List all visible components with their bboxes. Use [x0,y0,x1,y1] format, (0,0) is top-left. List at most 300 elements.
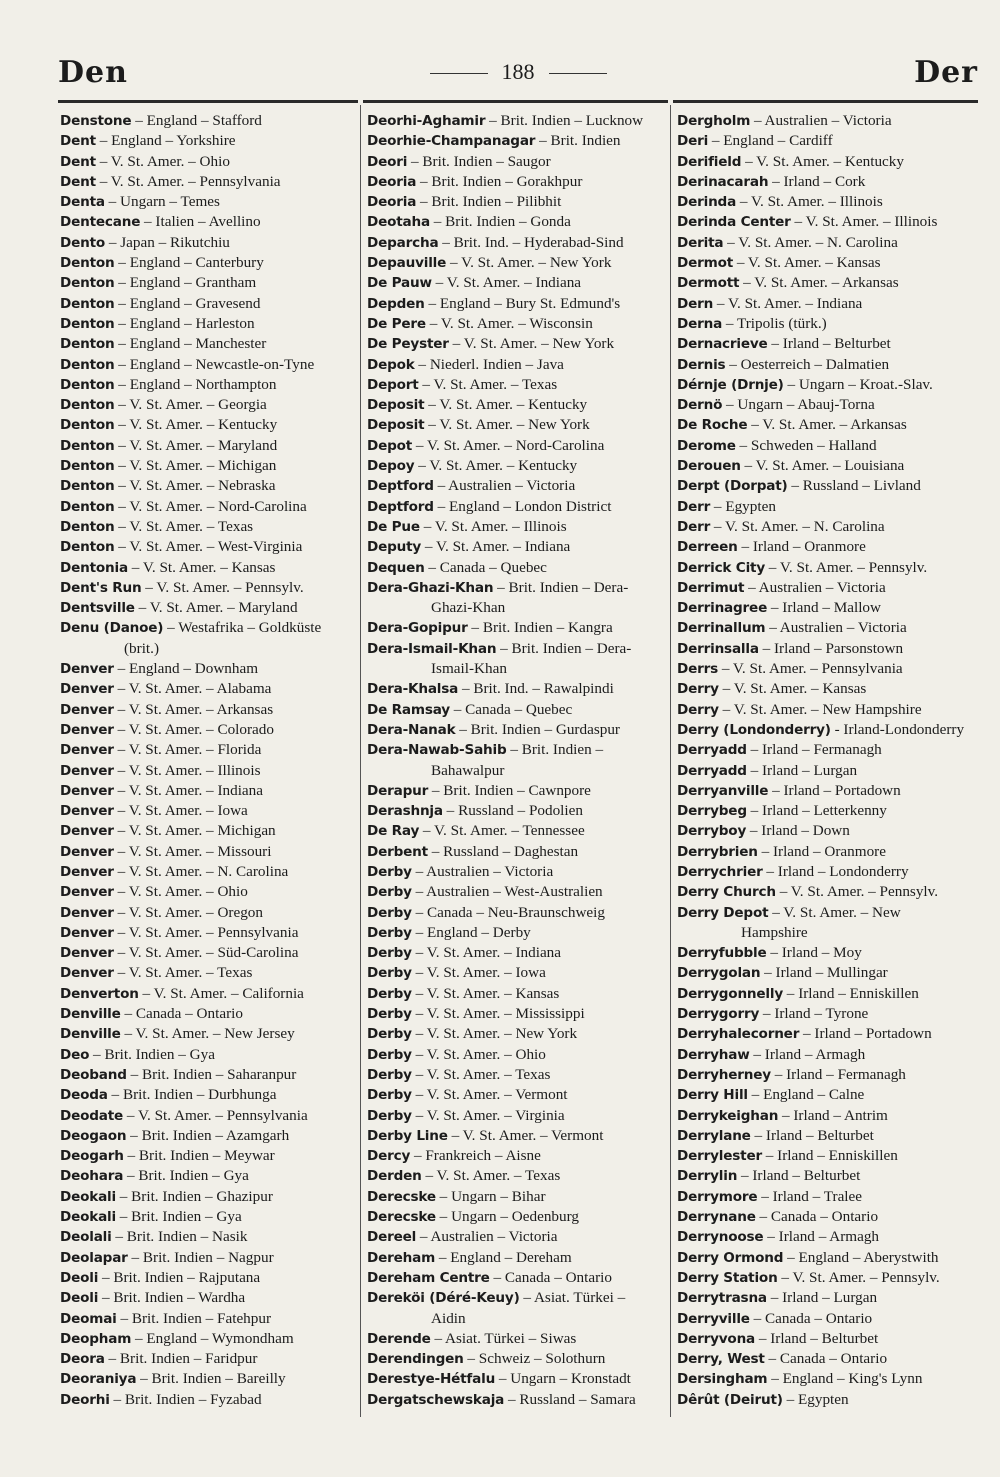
place-name: Denver [60,742,114,759]
gazetteer-entry [677,212,977,232]
place-location: – V. St. Amer. – N. Carolina [117,862,289,880]
place-name: Deomai [60,1310,117,1327]
gazetteer-entry [367,740,667,760]
gazetteer-entry [60,984,358,1004]
place-location: – England – Aberystwith [787,1248,939,1266]
gazetteer-entry [677,761,977,781]
place-name: Derashnja [367,803,443,820]
place-location: Ismail-Khan [431,660,507,678]
place-name: Dentonia [60,559,128,576]
place-name: Derry (Londonderry) [677,721,831,738]
place-location: – Brit. Indien – Gya [126,1167,249,1185]
place-location: – Irland – Armagh [767,1228,880,1246]
place-location: – Oesterreich – Dalmatien [729,355,890,373]
place-location: – Canada – Ontario [768,1350,888,1368]
gazetteer-entry [60,253,358,273]
place-location: – V. St. Amer. – Ohio [415,1045,546,1063]
place-location: – V. St. Amer. – New [772,903,901,921]
gazetteer-entry [60,923,358,943]
place-location: – V. St. Amer. – Ohio [99,152,230,170]
place-name: Dergholm [677,113,751,129]
gazetteer-entry [367,294,667,314]
place-location: – V. St. Amer. – Kansas [722,680,867,698]
place-name: Dernacrieve [677,336,768,353]
place-location: – Brit. Indien [539,132,621,150]
place-location: – V. St. Amer. – Texas [117,964,253,982]
gazetteer-entry [367,1166,667,1186]
place-location: – V. St. Amer. – Alabama [117,680,272,698]
gazetteer-entry [60,1288,358,1308]
place-name: Denu (Danoe) [60,620,164,637]
gazetteer-entry [367,862,667,882]
place-name: Derrylester [677,1148,762,1165]
place-name: Denton [60,417,115,434]
place-name: Derna [677,315,723,332]
gazetteer-entry [677,1166,977,1186]
gazetteer-entry [367,1126,667,1146]
place-name: Deoria [367,173,417,190]
place-location: – V. St. Amer. – New York [452,335,615,353]
place-location: – V. St. Amer. – Mississippi [415,1005,585,1023]
place-location: – V. St. Amer. – Illinois [794,213,938,231]
place-name: De Ramsay [367,701,450,718]
place-name: Derryboy [677,823,747,840]
gazetteer-entry [60,436,358,456]
place-location: – Russland – Podolien [446,802,583,820]
place-name: Derby Line [367,1127,448,1144]
gazetteer-entry [677,598,977,618]
gazetteer-entry [367,111,667,131]
place-name: Denton [60,275,115,292]
place-name: Derendingen [367,1351,464,1368]
place-location: – Frankreich – Aisne [413,1147,541,1165]
place-name: Denverton [60,985,139,1002]
place-location: – Brit. Indien – Bareilly [140,1370,286,1388]
column-2 [367,111,667,1410]
gazetteer-entry [60,1065,358,1085]
gazetteer-entry [677,720,977,740]
place-location: – V. St. Amer. – Kentucky [418,457,578,475]
gazetteer-entry [60,294,358,314]
place-location: – V. St. Amer. – Tennessee [422,822,585,840]
place-name: Denton [60,539,115,556]
place-name: Deokali [60,1209,116,1226]
place-name: Derby [367,1006,412,1023]
place-location: – V. St. Amer. – Arkansas [751,416,907,434]
place-name: Deo [60,1046,90,1063]
place-location: – V. St. Amer. – New York [428,416,590,434]
place-name: Deohara [60,1168,124,1185]
place-location: – Brit. Ind. – Hyderabad-Sind [442,233,624,251]
place-location: – Irland – Mallow [770,599,881,617]
gazetteer-entry [677,923,977,943]
place-name: De Peyster [367,336,449,353]
gazetteer-entry [60,1349,358,1369]
place-location: – Australien – Victoria [753,112,892,129]
place-name: Derr [677,518,711,535]
place-name: Denville [60,1026,121,1043]
place-name: Derifield [677,153,742,170]
place-name: Deparcha [367,234,439,251]
place-name: Derpt (Dorpat) [677,478,788,495]
gazetteer-entry [677,984,977,1004]
gazetteer-entry [60,821,358,841]
place-name: Dereel [367,1229,417,1246]
place-name: Derryherney [677,1066,771,1083]
gazetteer-entry [367,517,667,537]
place-location: (brit.) [124,639,160,657]
place-name: Derry Church [677,884,776,901]
place-name: Deoria [367,194,417,211]
gazetteer-entry [367,1329,667,1349]
place-location: – England – London District [437,497,612,515]
gazetteer-entry [367,172,667,192]
place-location: – V. St. Amer. – Florida [117,741,262,759]
place-name: Dérnje (Drnje) [677,376,784,393]
gazetteer-entry [367,456,667,476]
gazetteer-entry [367,1004,667,1024]
gazetteer-entry [60,639,358,659]
gazetteer-entry [60,1369,358,1389]
gazetteer-entry [367,720,667,740]
gazetteer-entry [367,1065,667,1085]
place-location: – V. St. Amer. – Georgia [118,396,267,414]
place-location: – V. St. Amer. – N. Carolina [713,517,885,535]
place-location: – Brit. Indien – Fyzabad [113,1390,262,1408]
place-location: – V. St. Amer. – Wisconsin [429,314,593,332]
place-name: Denver [60,904,114,921]
place-name: Derry Station [677,1269,778,1286]
gazetteer-entry [367,1106,667,1126]
place-name: Deodate [60,1107,124,1124]
gazetteer-entry [60,1329,358,1349]
gazetteer-entry [677,1207,977,1227]
place-location: – V. St. Amer. – Oregon [117,903,263,921]
gazetteer-entry [677,618,977,638]
place-location: – England – Newcastle-on-Tyne [118,355,315,373]
gazetteer-entry [677,781,977,801]
place-name: Derby [367,924,412,941]
place-name: Dent [60,133,96,150]
gazetteer-entry [677,436,977,456]
gazetteer-entry [60,1187,358,1207]
gazetteer-entry [367,355,667,375]
place-name: Deogaon [60,1127,127,1144]
place-name: Denton [60,397,115,414]
place-location: – V. St. Amer. – Iowa [117,802,248,820]
gazetteer-entry [367,314,667,334]
place-name: Deoraniya [60,1371,137,1388]
place-location: – V. St. Amer. – Maryland [138,599,298,617]
gazetteer-entry [367,1309,667,1329]
place-location: Hampshire [741,923,808,941]
place-name: Deorhi-Aghamir [367,113,486,129]
place-location: – Brit. Indien – Azamgarh [130,1126,290,1144]
gazetteer-entry [60,1146,358,1166]
place-location: – Egypten [786,1390,849,1408]
gazetteer-entry [677,1045,977,1065]
place-location: – V. St. Amer. – New York [449,254,612,272]
gazetteer-entry [367,679,667,699]
place-location: – Australien – Victoria [748,578,886,596]
gazetteer-entry [60,700,358,720]
gazetteer-entry [60,111,358,131]
place-name: Derrynane [677,1209,756,1226]
gazetteer-entry [367,1369,667,1389]
place-name: Deoli [60,1269,99,1286]
place-name: Dernö [677,397,723,414]
place-location: – Brit. Indien – Pilibhit [419,193,562,211]
place-name: Derrimut [677,579,745,596]
place-location: – Irland – Antrim [781,1106,888,1124]
place-name: Denver [60,924,114,941]
gazetteer-entry [367,436,667,456]
place-name: Derrick City [677,559,765,576]
place-name: Denver [60,803,114,820]
place-location: – V. St. Amer. – West-Virginia [118,538,303,556]
place-name: Denver [60,762,114,779]
place-name: Derrybrien [677,843,758,860]
place-location: – Asiat. Türkei – [523,1289,626,1307]
gazetteer-entry [60,192,358,212]
place-location: – Irland – Parsonstown [762,639,904,657]
gazetteer-entry [367,152,667,172]
place-name: Derrygorry [677,1006,760,1023]
place-location: – V. St. Amer. – Indiana [415,944,562,962]
place-location: – V. St. Amer. – Arkansas [117,700,274,718]
place-location: – Westafrika – Goldküste [167,619,322,637]
gazetteer-entry [367,537,667,557]
gazetteer-entry [677,1146,977,1166]
place-location: – Tripolis (türk.) [725,314,827,332]
place-location: – Irland – Portadown [772,781,901,799]
place-location: Bahawalpur [431,761,505,779]
place-location: – Irland – Fermanagh [750,741,882,759]
place-location: – Brit. Indien – Wardha [101,1289,246,1307]
place-location: – Irland – Oranmore [741,538,866,556]
place-name: Dêrût (Deirut) [677,1391,783,1408]
place-location: – Irland – Belturbet [758,1329,879,1347]
place-location: – V. St. Amer. – New Hampshire [722,700,922,718]
place-location: – Irland – Fermanagh [774,1065,906,1083]
place-location: – V. St. Amer. – Arkansas [743,274,899,292]
gazetteer-entry [60,1207,358,1227]
gazetteer-entry [60,1309,358,1329]
place-name: Derry Depot [677,904,769,921]
place-location: – Irland – Tyrone [762,1005,869,1023]
place-location: – Australien – Victoria [769,619,907,637]
place-location: – Niederl. Indien – Java [418,355,564,373]
gazetteer-entry [677,314,977,334]
place-location: – Brit. Indien – Rajputana [101,1268,261,1286]
place-location: – V. St. Amer. – Colorado [117,720,274,738]
place-name: Deora [60,1351,105,1368]
place-name: Derrylin [677,1168,738,1185]
gazetteer-entry [677,821,977,841]
place-location: – Italien – Avellino [144,213,261,231]
place-location: – V. St. Amer. – New Jersey [124,1025,295,1043]
place-location: – V. St. Amer. – Kansas [415,984,560,1002]
place-location: - Irland-Londonderry [834,720,965,738]
place-name: Derry Hill [677,1087,748,1104]
place-location: – England – Canterbury [118,254,264,272]
place-location: – V. St. Amer. – Texas [415,1065,551,1083]
gazetteer-entry [367,821,667,841]
gazetteer-entry [60,456,358,476]
gazetteer-entry [677,1268,977,1288]
gazetteer-entry [60,497,358,517]
place-location: – Brit. Indien – Nagpur [131,1248,274,1266]
place-name: Derby [367,1026,412,1043]
place-location: – Irland – Belturbet [771,335,891,353]
place-name: Dereham Centre [367,1269,490,1286]
place-name: Denton [60,478,115,495]
place-location: – Brit. Indien – Kangra [471,619,613,637]
place-location: – England – Bury St. Edmund's [428,294,621,312]
place-location: – V. St. Amer. – Kentucky [745,152,904,170]
place-location: – V. St. Amer. – Indiana [435,274,582,292]
place-location: – England – Northampton [118,375,277,393]
place-name: Denton [60,315,115,332]
place-name: Denver [60,701,114,718]
gazetteer-entry [677,294,977,314]
place-location: – V. St. Amer. – New York [415,1025,578,1043]
gazetteer-entry [367,781,667,801]
place-name: Dernis [677,356,726,373]
place-name: Deoli [60,1290,99,1307]
place-name: Derrybeg [677,803,747,820]
gazetteer-entry [677,1126,977,1146]
place-location: – Brit. Indien – [510,741,604,759]
place-location: – Canada – Neu-Braunschweig [415,903,605,921]
gazetteer-entry [60,1166,358,1186]
gazetteer-entry [677,233,977,253]
place-location: – Brit. Ind. – Rawalpindi [461,680,614,698]
gazetteer-entry [367,923,667,943]
gazetteer-entry [60,943,358,963]
place-name: Derrinsalla [677,640,759,657]
gazetteer-entry [677,903,977,923]
place-location: Aidin [431,1309,466,1327]
place-location: – England – Dereham [438,1248,572,1266]
place-name: Dera-Ghazi-Khan [367,579,494,596]
place-location: – V. St. Amer. – Texas [425,1167,561,1185]
place-name: Derry [677,701,719,718]
gazetteer-entry [367,1146,667,1166]
gazetteer-entry [367,639,667,659]
place-location: – Brit. Indien – Gya [119,1208,242,1226]
running-head-right: Der [914,55,978,90]
place-name: Dera-Ismail-Khan [367,640,497,657]
gazetteer-entry [677,842,977,862]
gazetteer-entry [367,1268,667,1288]
place-name: Derby [367,863,412,880]
place-location: – V. St. Amer. – Nebraska [118,477,276,495]
place-name: Derouen [677,458,741,475]
place-location: – Australien – West-Australien [415,883,603,901]
column-separator-2 [670,105,671,1417]
place-location: – V. St. Amer. – Virginia [415,1106,565,1124]
place-name: Derapur [367,782,429,799]
place-name: Deogarh [60,1148,124,1165]
gazetteer-entry [677,395,977,415]
place-name: Dera-Nanak [367,721,456,738]
place-name: Derby [367,985,412,1002]
place-location: – Canada – Quebec [428,558,547,576]
place-name: Deolali [60,1229,112,1246]
gazetteer-entry [60,1085,358,1105]
place-name: Derby [367,1066,412,1083]
gazetteer-entry [677,578,977,598]
gazetteer-entry [60,415,358,435]
place-location: – Irland – Cork [772,172,866,190]
place-name: Derryhalecorner [677,1026,800,1043]
gazetteer-entry [367,253,667,273]
place-name: Deptford [367,498,434,515]
gazetteer-entry [677,131,977,151]
gazetteer-entry [367,618,667,638]
gazetteer-entry [677,273,977,293]
gazetteer-entry [60,395,358,415]
gazetteer-entry [60,1106,358,1126]
place-location: – V. St. Amer. – Indiana [117,781,263,799]
running-head-left: Den [58,55,128,90]
gazetteer-entry [677,679,977,699]
place-name: Dentecane [60,214,141,231]
place-location: – V. St. Amer. – Pennsylvania [721,660,903,678]
place-name: Depden [367,295,425,312]
column-separator-1 [360,105,361,1417]
column-3 [677,111,977,1410]
gazetteer-entry [677,1065,977,1085]
place-name: Derby [367,1107,412,1124]
gazetteer-entry [677,1288,977,1308]
place-location: – V. St. Amer. – Michigan [118,457,277,475]
gazetteer-entry [367,598,667,618]
gazetteer-entry [677,700,977,720]
place-location: Ghazi-Khan [431,599,506,617]
gazetteer-entry [677,456,977,476]
gazetteer-entry [677,172,977,192]
gazetteer-entry [60,1390,358,1410]
place-location: – Ungarn – Kroat.-Slav. [787,375,933,393]
place-name: Derrychrier [677,863,763,880]
place-name: Derryanville [677,782,769,799]
place-location: – England – Calne [751,1086,865,1104]
gazetteer-entry [677,1227,977,1247]
place-location: – Brit. Indien – Dera- [497,578,629,596]
place-location: – Brit. Indien – Cawnpore [431,781,591,799]
place-location: – Irland – Letterkenny [750,802,887,820]
place-location: – V. St. Amer. – Pennsylv. [145,578,304,596]
place-location: – England – Manchester [118,335,267,353]
place-location: – Brit. Indien – Gya [93,1045,215,1063]
place-location: – England – Grantham [118,274,257,292]
place-location: – Australien – Victoria [415,862,554,880]
gazetteer-entry [60,1126,358,1146]
place-name: Derinda [677,194,737,211]
place-location: – Australien – Victoria [437,477,576,495]
place-location: – England – Gravesend [118,294,261,312]
place-location: – V. St. Amer. – Süd-Carolina [117,944,299,962]
place-location: – Canada – Ontario [124,1005,243,1023]
place-location: – Brit. Indien – Fatehpur [120,1309,272,1327]
place-name: Deoband [60,1066,127,1083]
dash-left [430,73,488,74]
place-name: De Pere [367,315,426,332]
gazetteer-entry [60,862,358,882]
place-name: Deorhi [60,1391,110,1408]
